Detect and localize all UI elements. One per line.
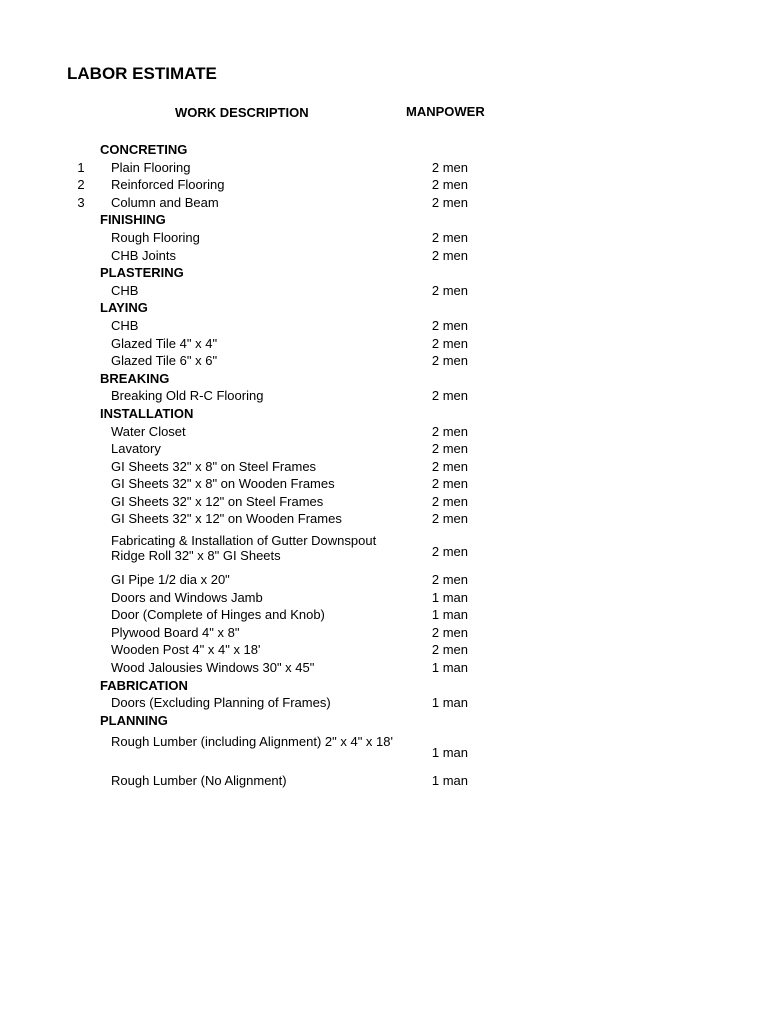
manpower-value: 1 man	[431, 589, 468, 605]
table-row	[0, 423, 768, 441]
table-row	[0, 229, 768, 247]
work-description-header: WORK DESCRIPTION	[175, 105, 309, 120]
table-row	[0, 335, 768, 353]
table-row	[0, 475, 768, 493]
table-row	[0, 571, 768, 589]
table-row	[0, 440, 768, 458]
manpower-value: 1 man	[431, 773, 468, 789]
work-description: GI Pipe 1/2 dia x 20"	[111, 572, 230, 588]
manpower-value: 2 men	[431, 493, 468, 509]
section-header-row	[0, 712, 768, 730]
page-title: LABOR ESTIMATE	[67, 64, 217, 83]
table-row	[0, 772, 768, 790]
manpower-value: 2 men	[431, 317, 468, 333]
work-description: Column and Beam	[111, 194, 219, 210]
table-row	[0, 317, 768, 335]
table-row	[0, 659, 768, 677]
manpower-value: 1 man	[431, 607, 468, 623]
table-row	[0, 694, 768, 712]
table-row	[0, 352, 768, 370]
section-title: BREAKING	[100, 370, 170, 386]
manpower-value: 2 men	[431, 441, 468, 457]
work-description: Doors and Windows Jamb	[111, 589, 263, 605]
manpower-value: 2 men	[431, 572, 468, 588]
manpower-value: 1 man	[431, 695, 468, 711]
work-description: Breaking Old R-C Flooring	[111, 388, 264, 404]
work-description: GI Sheets 32" x 12" on Steel Frames	[111, 493, 324, 509]
work-description: GI Sheets 32" x 12" on Wooden Frames	[111, 511, 342, 527]
section-title: INSTALLATION	[100, 405, 194, 421]
table-row	[0, 493, 768, 511]
work-description: Rough Lumber (No Alignment)	[111, 773, 287, 789]
table-row	[0, 247, 768, 265]
work-description: Glazed Tile 6" x 6"	[111, 353, 218, 369]
item-number: 2	[77, 177, 85, 193]
work-description: Plywood Board 4" x 8"	[111, 624, 240, 640]
manpower-value: 2 men	[431, 624, 468, 640]
section-header-row	[0, 141, 768, 159]
manpower-value: 2 men	[431, 247, 468, 263]
work-description: Rough Lumber (including Alignment) 2" x 4" x 18'	[111, 734, 393, 750]
work-description: CHB	[111, 317, 139, 333]
manpower-value: 2 men	[431, 423, 468, 439]
table-row	[0, 533, 768, 571]
section-header-row	[0, 370, 768, 388]
manpower-value: 2 men	[431, 194, 468, 210]
section-title: FINISHING	[100, 212, 166, 228]
section-header-row	[0, 677, 768, 695]
work-description: CHB	[111, 282, 139, 298]
section-title: CONCRETING	[100, 142, 188, 157]
section-title: PLASTERING	[100, 265, 184, 281]
work-description: Door (Complete of Hinges and Knob)	[111, 607, 325, 623]
item-number: 1	[77, 159, 85, 175]
table-row	[0, 641, 768, 659]
manpower-value: 2 men	[431, 642, 468, 658]
work-description: Lavatory	[111, 441, 161, 457]
work-description: Doors (Excluding Planning of Frames)	[111, 695, 331, 711]
section-header-row	[0, 299, 768, 317]
work-description: Plain Flooring	[111, 159, 191, 175]
manpower-value: 2 men	[431, 353, 468, 369]
table-row	[0, 734, 768, 772]
work-description: Reinforced Flooring	[111, 177, 225, 193]
item-number: 3	[77, 194, 85, 210]
section-header-row	[0, 405, 768, 423]
manpower-value: 2 men	[431, 458, 468, 474]
table-row	[0, 510, 768, 528]
table-row	[0, 387, 768, 405]
manpower-value: 2 men	[431, 335, 468, 351]
manpower-value: 2 men	[431, 282, 468, 298]
section-title: FABRICATION	[100, 677, 188, 693]
table-row	[0, 624, 768, 642]
manpower-header: MANPOWER	[406, 104, 485, 119]
manpower-value: 2 men	[431, 511, 468, 527]
manpower-value: 1 man	[431, 660, 468, 676]
manpower-value: 2 men	[431, 177, 468, 193]
table-row	[0, 458, 768, 476]
manpower-value: 2 men	[431, 388, 468, 404]
table-row	[0, 159, 768, 177]
work-description: Fabricating & Installation of Gutter Downspout Ridge Roll 32" x 8" GI Sheets	[111, 533, 377, 564]
work-description: CHB Joints	[111, 247, 177, 263]
manpower-value: 2 men	[431, 544, 468, 560]
work-description: GI Sheets 32" x 8" on Steel Frames	[111, 458, 317, 474]
work-description: Rough Flooring	[111, 229, 200, 245]
section-header-row	[0, 211, 768, 229]
manpower-value: 2 men	[431, 476, 468, 492]
section-title: LAYING	[100, 300, 148, 316]
work-description: Wooden Post 4" x 4" x 18'	[111, 642, 261, 658]
table-row	[0, 282, 768, 300]
section-header-row	[0, 264, 768, 282]
table-row	[0, 176, 768, 194]
work-description: GI Sheets 32" x 8" on Wooden Frames	[111, 476, 335, 492]
table-row	[0, 194, 768, 212]
work-description: Water Closet	[111, 423, 186, 439]
manpower-value: 2 men	[431, 229, 468, 245]
manpower-value: 1 man	[431, 745, 468, 761]
work-description: Glazed Tile 4" x 4"	[111, 335, 218, 351]
estimate-table	[0, 141, 768, 790]
manpower-value: 2 men	[431, 159, 468, 175]
table-row	[0, 606, 768, 624]
section-title: PLANNING	[100, 712, 168, 728]
work-description: Wood Jalousies Windows 30" x 45"	[111, 660, 315, 676]
table-row	[0, 589, 768, 607]
